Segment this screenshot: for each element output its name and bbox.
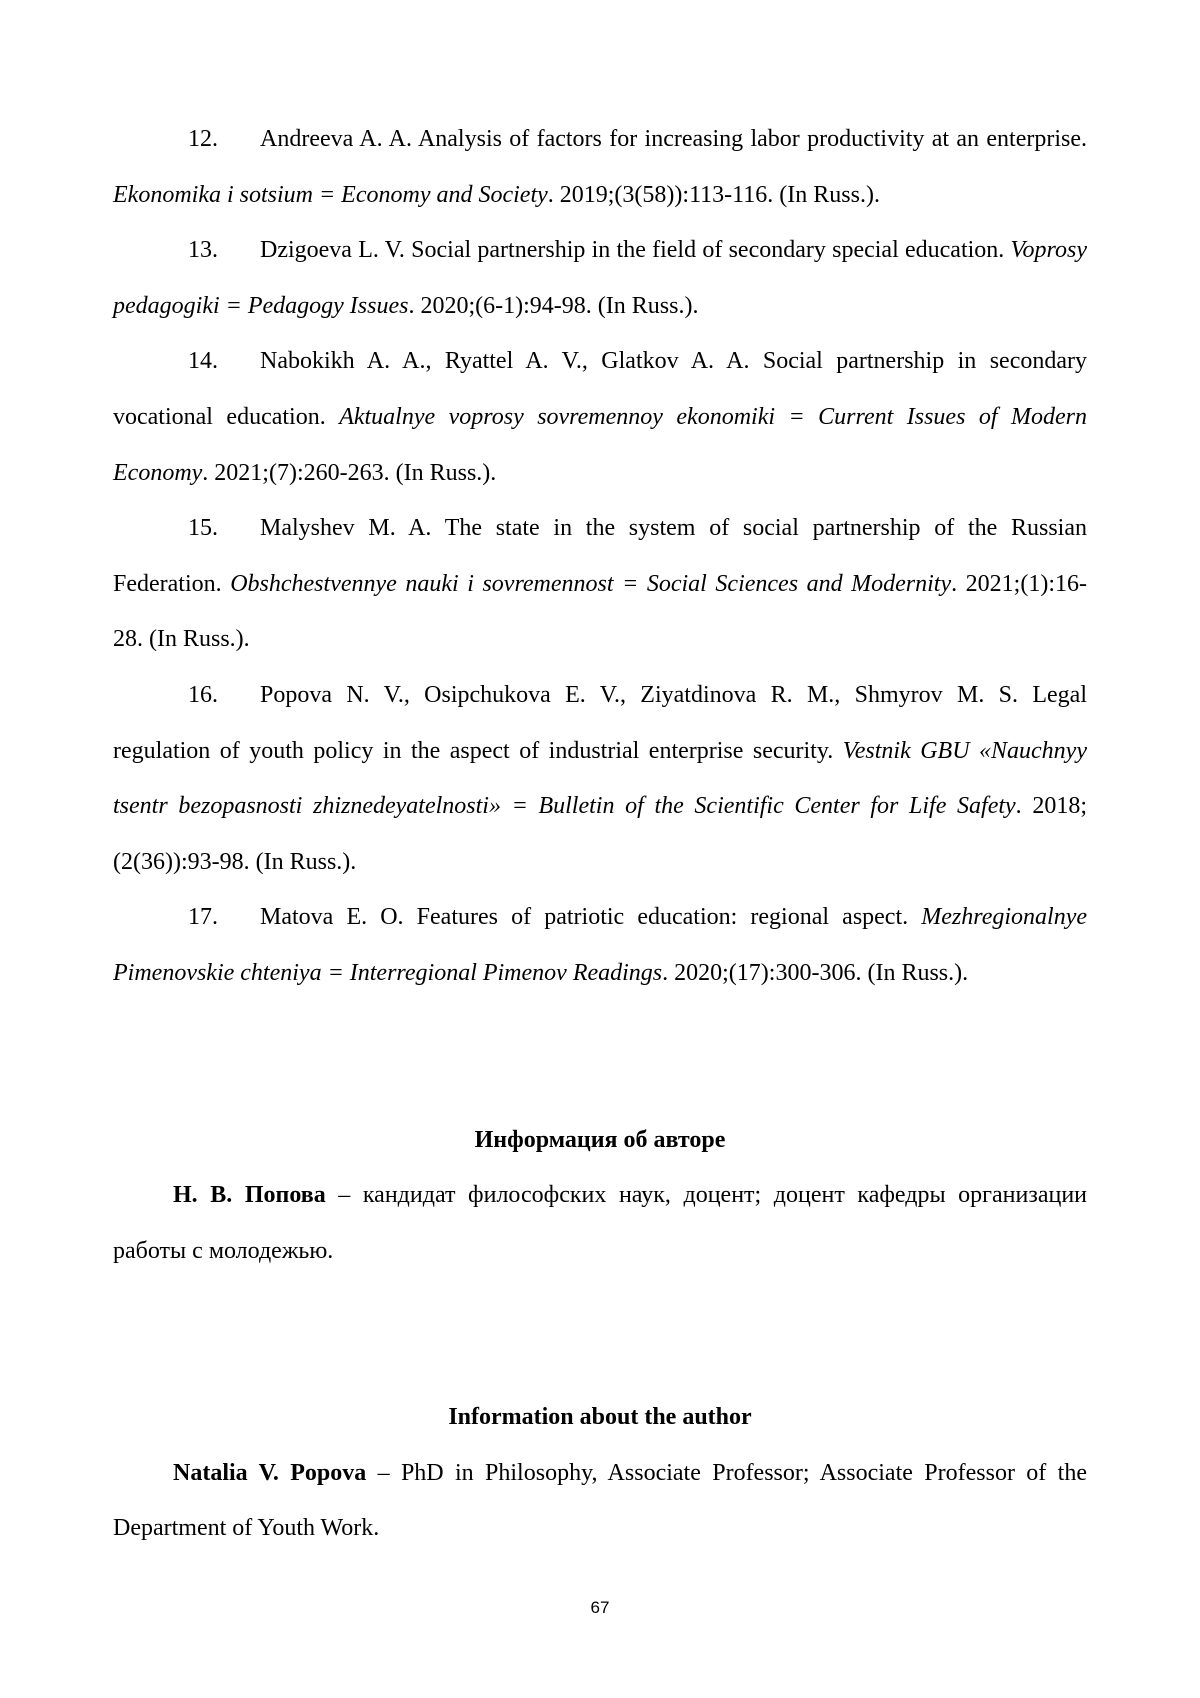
reference-journal: Ekonomika i sotsium = Economy and Society [113, 181, 548, 208]
author-name-ru: Н. В. Попова [173, 1182, 326, 1209]
reference-text: Popova N. V., Osipchukova E. V., Ziyatdinova R. M., Shmyrov M. S. Legal regulation of youth policy in the aspect of industrial enterprise security. [113, 681, 1087, 764]
reference-item [113, 223, 1087, 334]
reference-text: Nabokikh A. A., Ryattel A. V., Glatkov A. A. Social partnership in secondary vocational education. [113, 348, 1087, 430]
reference-text: Malyshev M. A. The state in the system of social partnership of the Russian Federation. [113, 515, 1087, 597]
reference-journal: Aktualnye voprosy sovremennoy ekonomiki = Current Issues of Modern Economy [113, 403, 1087, 486]
reference-journal: Vestnik GBU «Nauchnyy tsentr bezopasnosti zhiznedeyatelnosti» = Bulletin of the Scientific Center for Life Safety [113, 737, 1087, 820]
reference-journal: Voprosy pedagogiki = Pedagogy Issues [113, 237, 1087, 319]
reference-item [113, 112, 1087, 223]
reference-text: Andreeva A. A. Analysis of factors for increasing labor productivity at an enterprise. [260, 126, 1087, 152]
reference-details: . 2019;(3(58)):113-116. (In Russ.). [547, 181, 880, 208]
author-name-en: Natalia V. Popova [173, 1459, 367, 1486]
reference-journal: Mezhregionalnye Pimenovskie chteniya = Interregional Pimenov Readings [113, 904, 1087, 986]
author-info-en [113, 1446, 1087, 1557]
author-info-ru [113, 1168, 1087, 1279]
reference-text: Matova E. O. Features of patriotic education: regional aspect. [260, 904, 922, 931]
reference-details: . 2020;(6-1):94-98. (In Russ.). [408, 292, 699, 319]
author-description-ru: – кандидат философских наук, доцент; доцент кафедры организации работы с молодежью. [113, 1182, 1088, 1264]
reference-item [113, 668, 1087, 890]
reference-item [113, 334, 1087, 501]
reference-number: 13. [188, 237, 218, 264]
reference-journal: Obshchestvennye nauki i sovremennost = Social Sciences and Modernity [230, 570, 952, 597]
reference-list [113, 112, 1087, 1002]
document-page [113, 112, 1087, 1557]
reference-details: . 2021;(7):260-263. (In Russ.). [202, 459, 497, 486]
reference-number: 15. [188, 515, 218, 542]
reference-details: . 2021;(1):16-28. (In Russ.). [113, 570, 1087, 653]
page-number: 67 [590, 1598, 610, 1617]
author-info-heading-ru: Информация об авторе [474, 1126, 726, 1153]
reference-number: 16. [188, 681, 218, 708]
reference-text: Dzigoeva L. V. Social partnership in the field of secondary special education. [260, 237, 1011, 264]
reference-number: 17. [188, 904, 218, 931]
reference-number: 12. [188, 126, 218, 152]
reference-details: . 2020;(17):300-306. (In Russ.). [662, 959, 969, 986]
reference-item [113, 501, 1087, 668]
reference-item [113, 890, 1087, 1001]
reference-number: 14. [188, 348, 218, 375]
author-description-en: – PhD in Philosophy, Associate Professor; Associate Professor of the Department of Youth Work. [113, 1459, 1087, 1542]
reference-details: . 2018;(2(36)):93-98. (In Russ.). [113, 793, 1087, 875]
author-info-heading-en: Information about the author [448, 1404, 752, 1431]
